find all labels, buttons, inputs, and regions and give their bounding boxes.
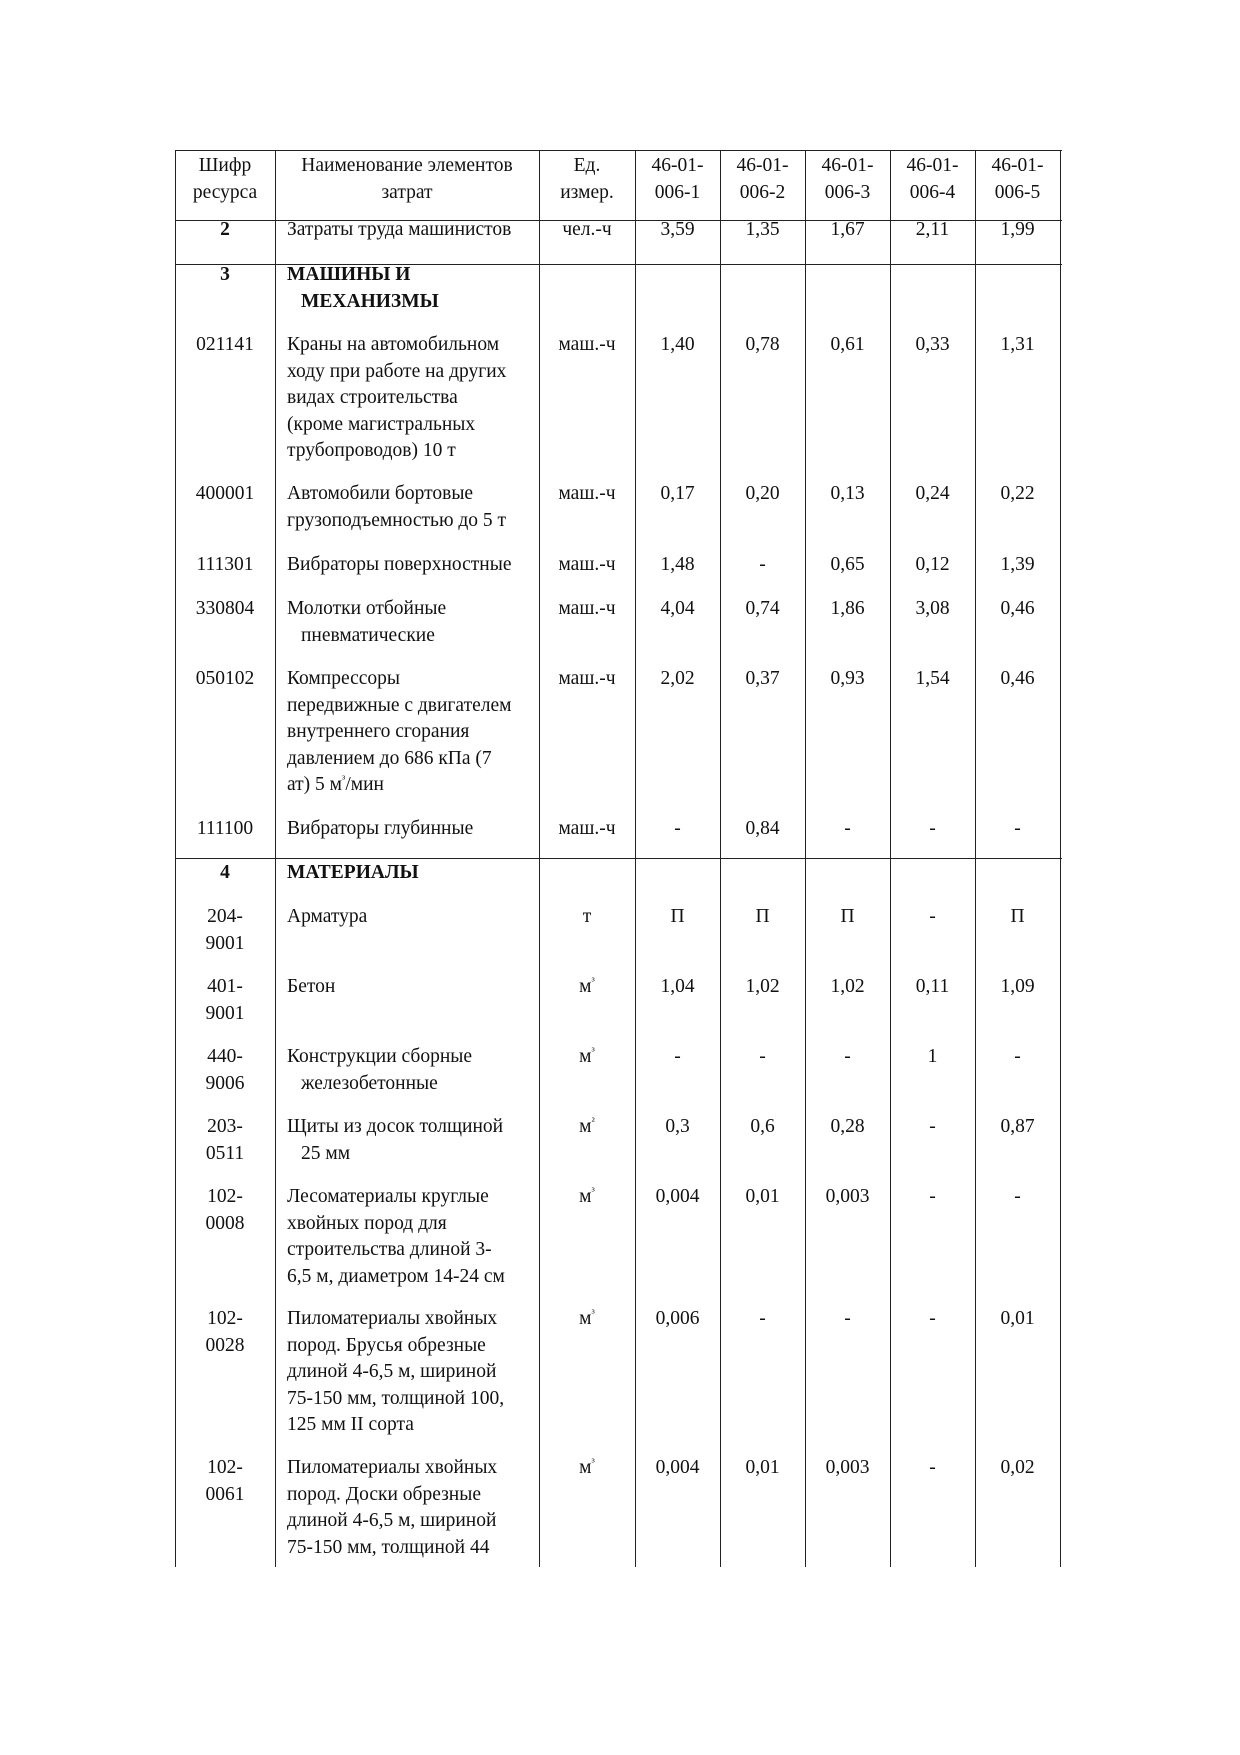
header-col-1-line: 006-1 bbox=[654, 181, 701, 203]
row-value bbox=[975, 666, 1060, 693]
row-value bbox=[975, 332, 1060, 359]
row-code bbox=[175, 816, 275, 843]
row-value-line: 0,17 bbox=[660, 483, 695, 504]
row-value bbox=[635, 1044, 720, 1071]
row-code bbox=[175, 332, 275, 359]
row-code-line: 050102 bbox=[195, 668, 255, 689]
row-name bbox=[287, 1306, 527, 1439]
row-code-line: 3 bbox=[220, 264, 230, 285]
row-value-line: 4,04 bbox=[660, 598, 695, 619]
row-value-line: 0,37 bbox=[745, 668, 780, 689]
row-unit-line: $м^{^2}$ bbox=[579, 1115, 595, 1137]
row-value-line: 0,3 bbox=[665, 1116, 690, 1137]
row-unit-line: маш.-ч bbox=[558, 334, 616, 355]
row-name bbox=[287, 1455, 527, 1561]
header-name-line: затрат bbox=[381, 181, 433, 203]
row-value bbox=[720, 904, 805, 931]
row-value-line: 1,67 bbox=[830, 219, 865, 240]
row-value bbox=[805, 816, 890, 843]
row-name-line: Краны на автомобильном bbox=[287, 334, 500, 355]
row-unit-line: маш.-ч bbox=[558, 598, 616, 619]
row-name-line: хвойных пород для bbox=[287, 1212, 447, 1234]
row-value bbox=[805, 1114, 890, 1141]
row-value bbox=[805, 1184, 890, 1211]
row-value-line: - bbox=[844, 1046, 851, 1067]
header-name bbox=[275, 153, 539, 206]
row-value bbox=[890, 1184, 975, 1211]
row-value-line: 0,01 bbox=[745, 1457, 780, 1478]
row-name-line: Вибраторы глубинные bbox=[287, 818, 474, 839]
row-name-line: Затраты труда машинистов bbox=[287, 219, 512, 240]
header-col-4-line: 006-4 bbox=[909, 181, 956, 203]
row-value-line: 1,40 bbox=[660, 334, 695, 355]
row-value-line: 0,006 bbox=[655, 1308, 700, 1329]
row-value-line: 0,01 bbox=[1000, 1308, 1035, 1329]
row-code-line: 203- bbox=[207, 1116, 243, 1137]
row-value-line: П bbox=[755, 906, 770, 927]
row-value-line: 0,65 bbox=[830, 554, 865, 575]
row-value-line: 0,20 bbox=[745, 483, 780, 504]
row-value-line: 1,86 bbox=[830, 598, 865, 619]
row-value-line: 0,78 bbox=[745, 334, 780, 355]
row-name-line: пневматические bbox=[301, 624, 435, 646]
row-value-line: 0,003 bbox=[825, 1457, 870, 1478]
row-code-line: 0511 bbox=[205, 1142, 245, 1164]
row-code-line: 021141 bbox=[196, 334, 254, 355]
row-code-line: 0061 bbox=[205, 1483, 245, 1505]
row-value bbox=[720, 481, 805, 508]
row-name-line: 75-150 мм, толщиной 44 bbox=[287, 1536, 490, 1558]
row-name-line: ат) 5 $м^{^3}$/мин bbox=[287, 773, 384, 795]
row-unit-line: чел.-ч bbox=[562, 219, 612, 240]
row-name bbox=[287, 262, 527, 315]
row-code bbox=[175, 860, 275, 887]
row-unit-line: маш.-ч bbox=[558, 483, 616, 504]
row-code-line: 400001 bbox=[195, 483, 255, 504]
row-code bbox=[175, 1306, 275, 1359]
row-value-line: - bbox=[1014, 818, 1021, 839]
row-name-line: МАШИНЫ И bbox=[287, 264, 411, 285]
row-unit-line: т bbox=[582, 906, 592, 927]
row-value-line: 0,24 bbox=[915, 483, 950, 504]
row-name-line: пород. Брусья обрезные bbox=[287, 1334, 486, 1356]
row-code-line: 9001 bbox=[205, 1002, 245, 1024]
table-row-border bbox=[175, 150, 1062, 151]
row-code-line: 401- bbox=[207, 976, 243, 997]
row-value-line: - bbox=[674, 818, 681, 839]
row-code-line: 0008 bbox=[205, 1212, 245, 1234]
row-unit bbox=[539, 1114, 635, 1141]
row-value-line: - bbox=[929, 906, 936, 927]
row-value bbox=[890, 332, 975, 359]
row-unit-line: маш.-ч bbox=[558, 818, 616, 839]
row-value bbox=[635, 816, 720, 843]
row-value bbox=[635, 481, 720, 508]
row-unit bbox=[539, 552, 635, 579]
row-value-line: - bbox=[844, 1308, 851, 1329]
row-value bbox=[890, 1114, 975, 1141]
row-name-line: Компрессоры bbox=[287, 668, 400, 689]
row-value bbox=[720, 1114, 805, 1141]
row-code bbox=[175, 481, 275, 508]
row-value bbox=[720, 1306, 805, 1333]
row-value bbox=[805, 666, 890, 693]
header-col-4-line: 46-01- bbox=[906, 155, 959, 176]
row-unit bbox=[539, 596, 635, 623]
row-value-line: 0,33 bbox=[915, 334, 950, 355]
header-col-2-line: 46-01- bbox=[736, 155, 789, 176]
row-name-line: МАТЕРИАЛЫ bbox=[287, 862, 419, 883]
row-value-line: 0,87 bbox=[1000, 1116, 1035, 1137]
row-name-line: видах строительства bbox=[287, 387, 458, 408]
header-col-5-line: 46-01- bbox=[991, 155, 1044, 176]
row-code bbox=[175, 217, 275, 244]
row-value bbox=[890, 596, 975, 623]
row-value bbox=[975, 552, 1060, 579]
row-name bbox=[287, 1114, 527, 1167]
row-value-line: 0,004 bbox=[655, 1457, 700, 1478]
row-code bbox=[175, 974, 275, 1027]
row-code bbox=[175, 1455, 275, 1508]
header-col-3-line: 006-3 bbox=[824, 181, 871, 203]
row-code-line: 111301 bbox=[196, 554, 254, 575]
row-value-line: - bbox=[1014, 1186, 1021, 1207]
row-value bbox=[890, 481, 975, 508]
header-code-line: Шифр bbox=[198, 155, 252, 176]
row-value bbox=[720, 552, 805, 579]
row-unit bbox=[539, 1306, 635, 1333]
row-value-line: 0,84 bbox=[745, 818, 780, 839]
header-col-5 bbox=[975, 153, 1060, 206]
header-code bbox=[175, 153, 275, 206]
row-value bbox=[720, 666, 805, 693]
row-name-line: ходу при работе на других bbox=[287, 360, 507, 382]
row-value-line: 1 bbox=[927, 1046, 938, 1067]
row-value bbox=[975, 217, 1060, 244]
row-value-line: П bbox=[1010, 906, 1025, 927]
row-code-line: 0028 bbox=[205, 1334, 245, 1356]
row-value bbox=[720, 1184, 805, 1211]
row-unit bbox=[539, 217, 635, 244]
row-code-line: 9006 bbox=[205, 1072, 245, 1094]
row-unit bbox=[539, 904, 635, 931]
row-value bbox=[890, 217, 975, 244]
row-unit-line: маш.-ч bbox=[558, 554, 616, 575]
header-unit bbox=[539, 153, 635, 206]
row-code bbox=[175, 1114, 275, 1167]
row-unit-line: $м^{^3}$ bbox=[579, 1045, 595, 1067]
row-value-line: 1,35 bbox=[745, 219, 780, 240]
row-value bbox=[635, 1114, 720, 1141]
row-value bbox=[975, 1184, 1060, 1211]
row-name bbox=[287, 596, 527, 649]
row-name bbox=[287, 974, 527, 1001]
row-name-line: Автомобили бортовые bbox=[287, 483, 474, 504]
row-value bbox=[720, 596, 805, 623]
row-value-line: - bbox=[759, 554, 766, 575]
row-value bbox=[635, 1455, 720, 1482]
row-code bbox=[175, 552, 275, 579]
row-value bbox=[720, 1044, 805, 1071]
row-name-line: 75-150 мм, толщиной 100, bbox=[287, 1387, 505, 1409]
row-code-line: 204- bbox=[207, 906, 243, 927]
row-value bbox=[975, 1114, 1060, 1141]
row-value bbox=[890, 552, 975, 579]
row-name bbox=[287, 666, 527, 799]
row-value-line: - bbox=[929, 1308, 936, 1329]
row-value bbox=[975, 596, 1060, 623]
header-col-2-line: 006-2 bbox=[739, 181, 786, 203]
row-value bbox=[805, 596, 890, 623]
row-value bbox=[805, 217, 890, 244]
row-name bbox=[287, 552, 527, 579]
row-value-line: 1,99 bbox=[1000, 219, 1035, 240]
row-name-line: Арматура bbox=[287, 906, 368, 927]
row-value-line: - bbox=[929, 1116, 936, 1137]
row-value bbox=[635, 904, 720, 931]
row-value-line: 0,003 bbox=[825, 1186, 870, 1207]
row-value bbox=[805, 552, 890, 579]
row-value-line: 1,09 bbox=[1000, 976, 1035, 997]
row-value-line: 0,93 bbox=[830, 668, 865, 689]
row-unit-line: маш.-ч bbox=[558, 668, 616, 689]
row-value-line: 0,13 bbox=[830, 483, 865, 504]
row-value-line: 2,02 bbox=[660, 668, 695, 689]
row-code bbox=[175, 666, 275, 693]
row-unit-line: $м^{^3}$ bbox=[579, 1185, 595, 1207]
row-name bbox=[287, 816, 527, 843]
row-unit-line: $м^{^3}$ bbox=[579, 1307, 595, 1329]
row-name bbox=[287, 1044, 527, 1097]
row-value bbox=[805, 1455, 890, 1482]
row-value bbox=[975, 1455, 1060, 1482]
row-value-line: 0,46 bbox=[1000, 668, 1035, 689]
row-value-line: 1,02 bbox=[745, 976, 780, 997]
row-value bbox=[635, 217, 720, 244]
header-code-line: ресурса bbox=[192, 181, 258, 203]
row-value bbox=[975, 974, 1060, 1001]
row-value bbox=[805, 904, 890, 931]
row-value bbox=[635, 332, 720, 359]
row-name-line: давлением до 686 кПа (7 bbox=[287, 747, 492, 769]
row-name-line: пород. Доски обрезные bbox=[287, 1483, 481, 1505]
row-name-line: железобетонные bbox=[301, 1072, 438, 1094]
row-value bbox=[720, 217, 805, 244]
row-value-line: 0,02 bbox=[1000, 1457, 1035, 1478]
row-code bbox=[175, 1184, 275, 1237]
row-value bbox=[635, 1184, 720, 1211]
row-name-line: передвижные с двигателем bbox=[287, 694, 512, 716]
row-value bbox=[635, 666, 720, 693]
row-name bbox=[287, 904, 527, 931]
row-value bbox=[805, 974, 890, 1001]
row-name-line: Молотки отбойные bbox=[287, 598, 447, 619]
row-unit bbox=[539, 481, 635, 508]
header-col-1-line: 46-01- bbox=[651, 155, 704, 176]
header-col-4 bbox=[890, 153, 975, 206]
resource-table bbox=[175, 150, 1062, 1567]
row-value-line: - bbox=[759, 1046, 766, 1067]
row-value bbox=[635, 974, 720, 1001]
row-value-line: 0,6 bbox=[750, 1116, 775, 1137]
row-value bbox=[975, 904, 1060, 931]
row-value bbox=[890, 904, 975, 931]
row-value-line: 0,11 bbox=[915, 976, 950, 997]
row-unit bbox=[539, 974, 635, 1001]
row-value bbox=[975, 1044, 1060, 1071]
row-value bbox=[890, 974, 975, 1001]
row-code-line: 102- bbox=[207, 1308, 243, 1329]
row-name-line: МЕХАНИЗМЫ bbox=[301, 290, 439, 312]
row-name-line: трубопроводов) 10 т bbox=[287, 440, 456, 461]
row-value-line: П bbox=[840, 906, 855, 927]
row-code-line: 111100 bbox=[196, 818, 254, 839]
row-name-line: Щиты из досок толщиной bbox=[287, 1116, 504, 1137]
row-value-line: 0,004 bbox=[655, 1186, 700, 1207]
row-unit bbox=[539, 816, 635, 843]
row-value-line: 1,39 bbox=[1000, 554, 1035, 575]
row-value-line: 1,04 bbox=[660, 976, 695, 997]
row-value-line: 1,31 bbox=[1000, 334, 1035, 355]
row-value bbox=[975, 816, 1060, 843]
row-value-line: П bbox=[670, 906, 685, 927]
row-value-line: - bbox=[929, 818, 936, 839]
row-name bbox=[287, 860, 527, 887]
row-value bbox=[805, 1306, 890, 1333]
row-code-line: 9001 bbox=[205, 932, 245, 954]
row-value bbox=[720, 332, 805, 359]
row-name bbox=[287, 332, 527, 465]
row-value bbox=[720, 816, 805, 843]
row-value-line: 0,46 bbox=[1000, 598, 1035, 619]
row-name-line: Бетон bbox=[287, 976, 336, 997]
row-name-line: строительства длиной 3- bbox=[287, 1239, 492, 1260]
row-unit-line: $м^{^3}$ bbox=[579, 975, 595, 997]
row-unit bbox=[539, 1184, 635, 1211]
row-code bbox=[175, 596, 275, 623]
header-col-5-line: 006-5 bbox=[994, 181, 1041, 203]
row-name-line: Пиломатериалы хвойных bbox=[287, 1457, 498, 1478]
header-col-3 bbox=[805, 153, 890, 206]
row-name bbox=[287, 481, 527, 534]
header-unit-line: измер. bbox=[560, 181, 614, 203]
row-unit bbox=[539, 1044, 635, 1071]
row-value-line: 1,54 bbox=[915, 668, 950, 689]
row-name-line: Пиломатериалы хвойных bbox=[287, 1308, 498, 1329]
row-value bbox=[805, 332, 890, 359]
row-code-line: 4 bbox=[220, 862, 230, 883]
header-col-1 bbox=[635, 153, 720, 206]
header-name-line: Наименование элементов bbox=[301, 155, 513, 176]
row-value-line: - bbox=[844, 818, 851, 839]
row-value-line: 0,01 bbox=[745, 1186, 780, 1207]
row-unit bbox=[539, 666, 635, 693]
row-value-line: - bbox=[929, 1457, 936, 1478]
row-code bbox=[175, 904, 275, 957]
row-value-line: 1,02 bbox=[830, 976, 865, 997]
row-value-line: 0,22 bbox=[1000, 483, 1035, 504]
row-unit-line: $м^{^3}$ bbox=[579, 1456, 595, 1478]
header-col-2 bbox=[720, 153, 805, 206]
row-name-line: (кроме магистральных bbox=[287, 413, 476, 435]
row-name-line: 6,5 м, диаметром 14-24 см bbox=[287, 1265, 505, 1287]
row-value-line: 0,28 bbox=[830, 1116, 865, 1137]
row-value bbox=[975, 481, 1060, 508]
row-value-line: 0,12 bbox=[915, 554, 950, 575]
row-name-line: 125 мм II сорта bbox=[287, 1414, 414, 1435]
row-value bbox=[890, 1044, 975, 1071]
row-name-line: длиной 4-6,5 м, шириной bbox=[287, 1361, 497, 1382]
row-value bbox=[805, 481, 890, 508]
row-value-line: 0,74 bbox=[745, 598, 780, 619]
row-code-line: 102- bbox=[207, 1186, 243, 1207]
row-name-line: грузоподъемностью до 5 т bbox=[287, 509, 507, 531]
row-name-line: Вибраторы поверхностные bbox=[287, 554, 512, 575]
row-value bbox=[805, 1044, 890, 1071]
row-value bbox=[635, 596, 720, 623]
row-value-line: - bbox=[1014, 1046, 1021, 1067]
row-value-line: - bbox=[674, 1046, 681, 1067]
row-value bbox=[635, 1306, 720, 1333]
row-value bbox=[720, 1455, 805, 1482]
row-value-line: 1,48 bbox=[660, 554, 695, 575]
row-name-line: 25 мм bbox=[301, 1142, 351, 1164]
row-name-line: Конструкции сборные bbox=[287, 1046, 473, 1067]
header-unit-line: Ед. bbox=[573, 155, 601, 176]
row-code-line: 102- bbox=[207, 1457, 243, 1478]
row-value-line: - bbox=[759, 1308, 766, 1329]
row-value bbox=[890, 816, 975, 843]
row-name bbox=[287, 217, 527, 244]
row-name bbox=[287, 1184, 527, 1290]
row-unit bbox=[539, 332, 635, 359]
row-code bbox=[175, 1044, 275, 1097]
row-code bbox=[175, 262, 275, 289]
row-value bbox=[720, 974, 805, 1001]
row-code-line: 2 bbox=[220, 219, 230, 240]
row-value bbox=[890, 666, 975, 693]
row-code-line: 330804 bbox=[195, 598, 255, 619]
row-value bbox=[975, 1306, 1060, 1333]
row-unit bbox=[539, 1455, 635, 1482]
row-value bbox=[890, 1455, 975, 1482]
row-value-line: 3,59 bbox=[660, 219, 695, 240]
row-code-line: 440- bbox=[207, 1046, 243, 1067]
row-value-line: 0,61 bbox=[830, 334, 865, 355]
row-value bbox=[635, 552, 720, 579]
row-name-line: Лесоматериалы круглые bbox=[287, 1186, 489, 1207]
row-name-line: внутреннего сгорания bbox=[287, 721, 470, 742]
row-name-line: длиной 4-6,5 м, шириной bbox=[287, 1510, 497, 1531]
row-value-line: 3,08 bbox=[915, 598, 950, 619]
row-value-line: 2,11 bbox=[915, 219, 950, 240]
header-col-3-line: 46-01- bbox=[821, 155, 874, 176]
row-value-line: - bbox=[929, 1186, 936, 1207]
row-value bbox=[890, 1306, 975, 1333]
